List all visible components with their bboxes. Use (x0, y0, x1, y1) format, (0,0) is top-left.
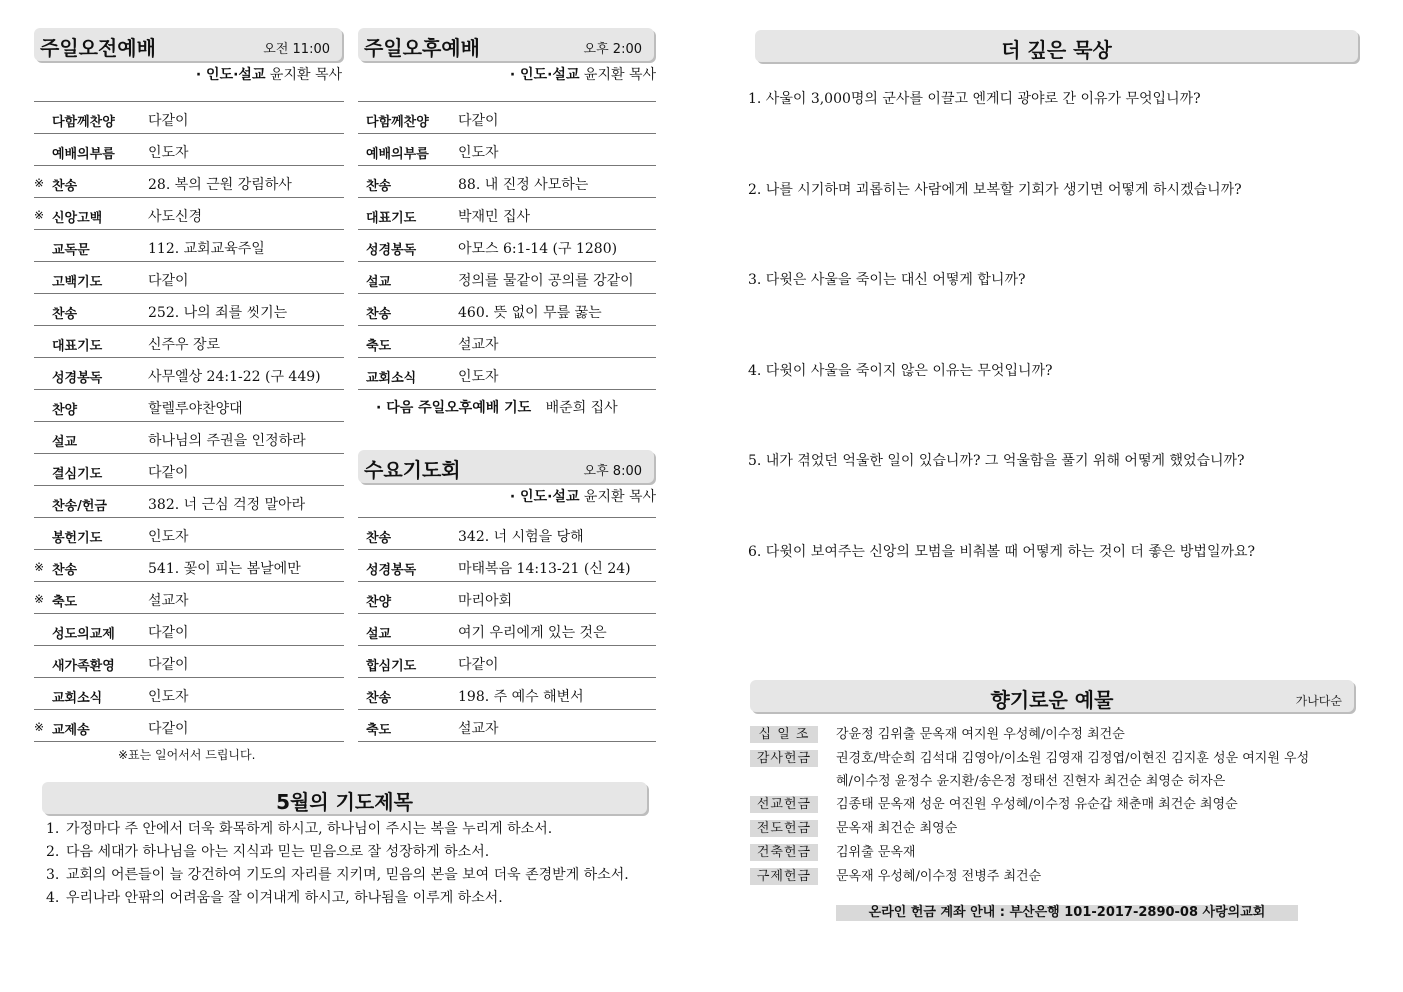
offering-label: 전도헌금 (750, 820, 818, 837)
standing-mark: ※ (34, 720, 45, 734)
meditation-question: 1. 사울이 3,000명의 군사를 이끌고 엔게디 광야로 간 이유가 무엇입니까? (748, 91, 1201, 107)
wednesday-time: 오후 8:00 (583, 464, 642, 479)
order-row (358, 166, 656, 198)
prayer-number: 2. (46, 844, 60, 860)
order-row (358, 134, 656, 166)
order-label: 새가족환영 (52, 659, 115, 674)
order-value: 신주우 장로 (148, 337, 221, 353)
order-value: 정의를 물같이 공의를 강같이 (458, 273, 634, 289)
order-value: 다같이 (148, 657, 189, 673)
order-value: 342. 너 시험을 당해 (458, 529, 584, 545)
afternoon-order-list (358, 101, 656, 390)
order-label: 예배의부름 (52, 147, 115, 162)
meditation-question: 3. 다윗은 사울을 죽이는 대신 어떻게 합니까? (748, 272, 1026, 288)
order-label: 다함께찬양 (52, 115, 115, 130)
wednesday-leader-label: · 인도·설교 (509, 489, 580, 505)
order-row (358, 262, 656, 294)
order-label: 찬송 (52, 563, 78, 578)
order-value: 인도자 (148, 145, 189, 161)
offering-names: 문옥재 우성혜/이수정 전병주 최건순 (836, 869, 1042, 884)
order-row (358, 326, 656, 358)
prayer-number: 4. (46, 890, 60, 906)
account-info: 온라인 헌금 계좌 안내 : 부산은행 101-2017-2890-08 사랑의교회 (836, 905, 1298, 921)
order-value: 하나님의 주권을 인정하라 (148, 433, 306, 449)
order-row (34, 486, 344, 518)
offering-label: 선교헌금 (750, 796, 818, 813)
order-value: 마리아회 (458, 593, 513, 609)
prayer-list (46, 818, 646, 910)
order-value: 인도자 (148, 529, 189, 545)
order-label: 찬양 (366, 595, 392, 610)
order-row (34, 422, 344, 454)
offering-list (750, 726, 1350, 894)
afternoon-leader-label: · 인도·설교 (509, 67, 580, 83)
order-value: 마태복음 14:13-21 (신 24) (458, 561, 631, 577)
order-row (358, 646, 656, 678)
afternoon-title: 주일오후예배 (364, 36, 480, 60)
order-label: 봉헌기도 (52, 531, 103, 546)
morning-title: 주일오전예배 (40, 36, 156, 60)
order-label: 예배의부름 (366, 147, 429, 162)
order-value: 설교자 (148, 593, 189, 609)
wednesday-leader-name: 윤지환 목사 (583, 489, 656, 505)
order-row (34, 678, 344, 710)
order-row (34, 102, 344, 134)
order-value: 다같이 (458, 113, 499, 129)
order-label: 찬송 (366, 307, 392, 322)
offering-header (750, 680, 1354, 712)
offering-label: 감사헌금 (750, 750, 818, 767)
afternoon-leader-name: 윤지환 목사 (583, 67, 656, 83)
offering-names: 김위출 문옥재 (836, 845, 916, 860)
meditation-question: 6. 다윗이 보여주는 신앙의 모범을 비춰볼 때 어떻게 하는 것이 더 좋은 방법일까요? (748, 543, 1256, 560)
order-row (358, 550, 656, 582)
order-label: 성도의교제 (52, 627, 115, 642)
offering-order-note: 가나다순 (1295, 694, 1342, 708)
order-row (34, 390, 344, 422)
order-row (34, 166, 344, 198)
morning-header (34, 28, 342, 61)
order-row (358, 614, 656, 646)
order-label: 대표기도 (366, 211, 417, 226)
prayer-text: 다음 세대가 하나님을 아는 지식과 믿는 믿음으로 잘 성장하게 하소서. (66, 844, 490, 860)
order-row (358, 198, 656, 230)
offering-names: 권경호/박순희 김석대 김영아/이소원 김영재 김정엽/이현진 김지훈 성운 여지원 우성혜/이수정 윤정수 윤지환/송은정 정태선 진현자 최건순 최영순 허자은 (836, 751, 1310, 789)
order-label: 축도 (52, 595, 78, 610)
order-label: 찬송 (366, 179, 392, 194)
order-label: 축도 (366, 339, 392, 354)
order-label: 결심기도 (52, 467, 103, 482)
prayer-text: 우리나라 안팎의 어려움을 잘 이겨내게 하시고, 하나됨을 이루게 하소서. (66, 890, 503, 906)
offering-label: 건축헌금 (750, 844, 818, 861)
order-row (34, 230, 344, 262)
morning-leader (34, 64, 342, 84)
order-value: 설교자 (458, 337, 499, 353)
prayer-header (42, 782, 647, 814)
order-row (358, 678, 656, 710)
order-value: 88. 내 진정 사모하는 (458, 177, 589, 193)
order-value: 252. 나의 죄를 씻기는 (148, 305, 288, 321)
prayer-item (46, 864, 646, 887)
next-prayer-label: · 다음 주일오후예배 기도 (376, 400, 532, 416)
order-row (34, 550, 344, 582)
order-label: 신앙고백 (52, 211, 103, 226)
order-value: 아모스 6:1-14 (구 1280) (458, 241, 618, 257)
meditation-title: 더 깊은 묵상 (1001, 38, 1112, 62)
order-value: 28. 복의 근원 강림하사 (148, 177, 292, 193)
meditation-question: 5. 내가 겪었던 억울한 일이 있습니까? 그 억울함을 풀기 위해 어떻게 했었습니까? (748, 453, 1245, 469)
wednesday-order-list (358, 517, 656, 742)
standing-mark: ※ (34, 560, 45, 574)
order-row (34, 262, 344, 294)
order-label: 교제송 (52, 723, 90, 738)
order-label: 성경봉독 (366, 563, 417, 578)
meditation-question: 4. 다윗이 사울을 죽이지 않은 이유는 무엇입니까? (748, 362, 1053, 379)
order-label: 교독문 (52, 243, 90, 258)
order-label: 설교 (366, 275, 392, 290)
prayer-title: 5월의 기도제목 (276, 790, 413, 814)
order-value: 112. 교회교육주일 (148, 241, 265, 257)
wednesday-header (358, 450, 654, 483)
standing-mark: ※ (34, 176, 45, 190)
offering-label: 십 일 조 (750, 726, 818, 743)
order-label: 성경봉독 (366, 243, 417, 258)
order-value: 다같이 (148, 113, 189, 129)
order-value: 198. 주 예수 해변서 (458, 689, 584, 705)
order-value: 인도자 (458, 369, 499, 385)
order-label: 대표기도 (52, 339, 103, 354)
order-row (34, 710, 344, 742)
order-row (358, 582, 656, 614)
order-value: 설교자 (458, 721, 499, 737)
meditation-header (755, 30, 1358, 62)
order-row (358, 710, 656, 742)
order-row (34, 358, 344, 390)
prayer-text: 교회의 어른들이 늘 강건하여 기도의 자리를 지키며, 믿음의 본을 보여 더욱 존경받게 하소서. (66, 867, 629, 883)
order-row (34, 518, 344, 550)
offering-names: 김종태 문옥재 성운 여진원 우성혜/이수정 유순갑 채춘매 최건순 최영순 (836, 797, 1238, 812)
order-label: 찬송/헌금 (52, 499, 107, 514)
afternoon-leader (358, 64, 656, 84)
order-row (34, 582, 344, 614)
order-label: 축도 (366, 723, 392, 738)
prayer-item (46, 841, 646, 864)
order-value: 인도자 (148, 689, 189, 705)
order-label: 설교 (366, 627, 392, 642)
afternoon-time: 오후 2:00 (583, 42, 642, 57)
order-row (34, 198, 344, 230)
order-value: 다같이 (148, 465, 189, 481)
order-row (34, 646, 344, 678)
order-value: 인도자 (458, 145, 499, 161)
offering-title: 향기로운 예물 (990, 688, 1114, 712)
order-value: 할렐루야찬양대 (148, 401, 243, 417)
prayer-item (46, 818, 646, 841)
order-label: 교회소식 (366, 371, 417, 386)
order-value: 460. 뜻 없이 무릎 꿇는 (458, 305, 602, 321)
order-value: 다같이 (148, 273, 189, 289)
order-value: 사도신경 (148, 209, 203, 225)
order-row (358, 294, 656, 326)
afternoon-header (358, 28, 654, 61)
morning-leader-label: · 인도·설교 (195, 67, 266, 83)
order-label: 성경봉독 (52, 371, 103, 386)
morning-order-list (34, 101, 344, 742)
prayer-item (46, 887, 646, 910)
order-row (358, 358, 656, 390)
prayer-number: 3. (46, 867, 60, 883)
morning-time: 오전 11:00 (263, 42, 330, 57)
order-label: 찬송 (366, 531, 392, 546)
order-label: 교회소식 (52, 691, 103, 706)
order-value: 사무엘상 24:1-22 (구 449) (148, 369, 321, 385)
morning-leader-name: 윤지환 목사 (269, 67, 342, 83)
standing-mark: ※ (34, 592, 45, 606)
next-prayer (376, 397, 618, 417)
wednesday-title: 수요기도회 (364, 458, 461, 482)
order-value: 541. 꽃이 피는 봄날에만 (148, 561, 301, 577)
order-value: 다같이 (148, 721, 189, 737)
standing-note: ※표는 일어서서 드립니다. (118, 748, 256, 762)
order-row (34, 614, 344, 646)
prayer-text: 가정마다 주 안에서 더욱 화목하게 하시고, 하나님이 주시는 복을 누리게 하소서. (66, 821, 553, 837)
order-row (358, 518, 656, 550)
order-row (358, 230, 656, 262)
offering-label: 구제헌금 (750, 868, 818, 885)
order-row (358, 102, 656, 134)
order-label: 찬양 (52, 403, 78, 418)
order-label: 설교 (52, 435, 78, 450)
order-value: 여기 우리에게 있는 것은 (458, 625, 607, 641)
order-label: 고백기도 (52, 275, 103, 290)
order-label: 찬송 (366, 691, 392, 706)
wednesday-leader (358, 486, 656, 506)
order-row (34, 294, 344, 326)
standing-mark: ※ (34, 208, 45, 222)
order-label: 다함께찬양 (366, 115, 429, 130)
order-label: 찬송 (52, 307, 78, 322)
order-label: 찬송 (52, 179, 78, 194)
order-row (34, 134, 344, 166)
order-value: 382. 너 근심 걱정 말아라 (148, 497, 306, 513)
order-row (34, 326, 344, 358)
meditation-question: 2. 나를 시기하며 괴롭히는 사람에게 보복할 기회가 생기면 어떻게 하시겠습니까? (748, 181, 1242, 198)
offering-names: 문옥재 최건순 최영순 (836, 821, 958, 836)
order-value: 박재민 집사 (458, 209, 531, 225)
order-row (34, 454, 344, 486)
order-label: 합심기도 (366, 659, 417, 674)
order-value: 다같이 (148, 625, 189, 641)
next-prayer-name: 배준희 집사 (545, 400, 618, 416)
prayer-number: 1. (46, 821, 60, 837)
order-value: 다같이 (458, 657, 499, 673)
offering-names: 강윤정 김위출 문옥재 여지원 우성혜/이수정 최건순 (836, 727, 1125, 742)
